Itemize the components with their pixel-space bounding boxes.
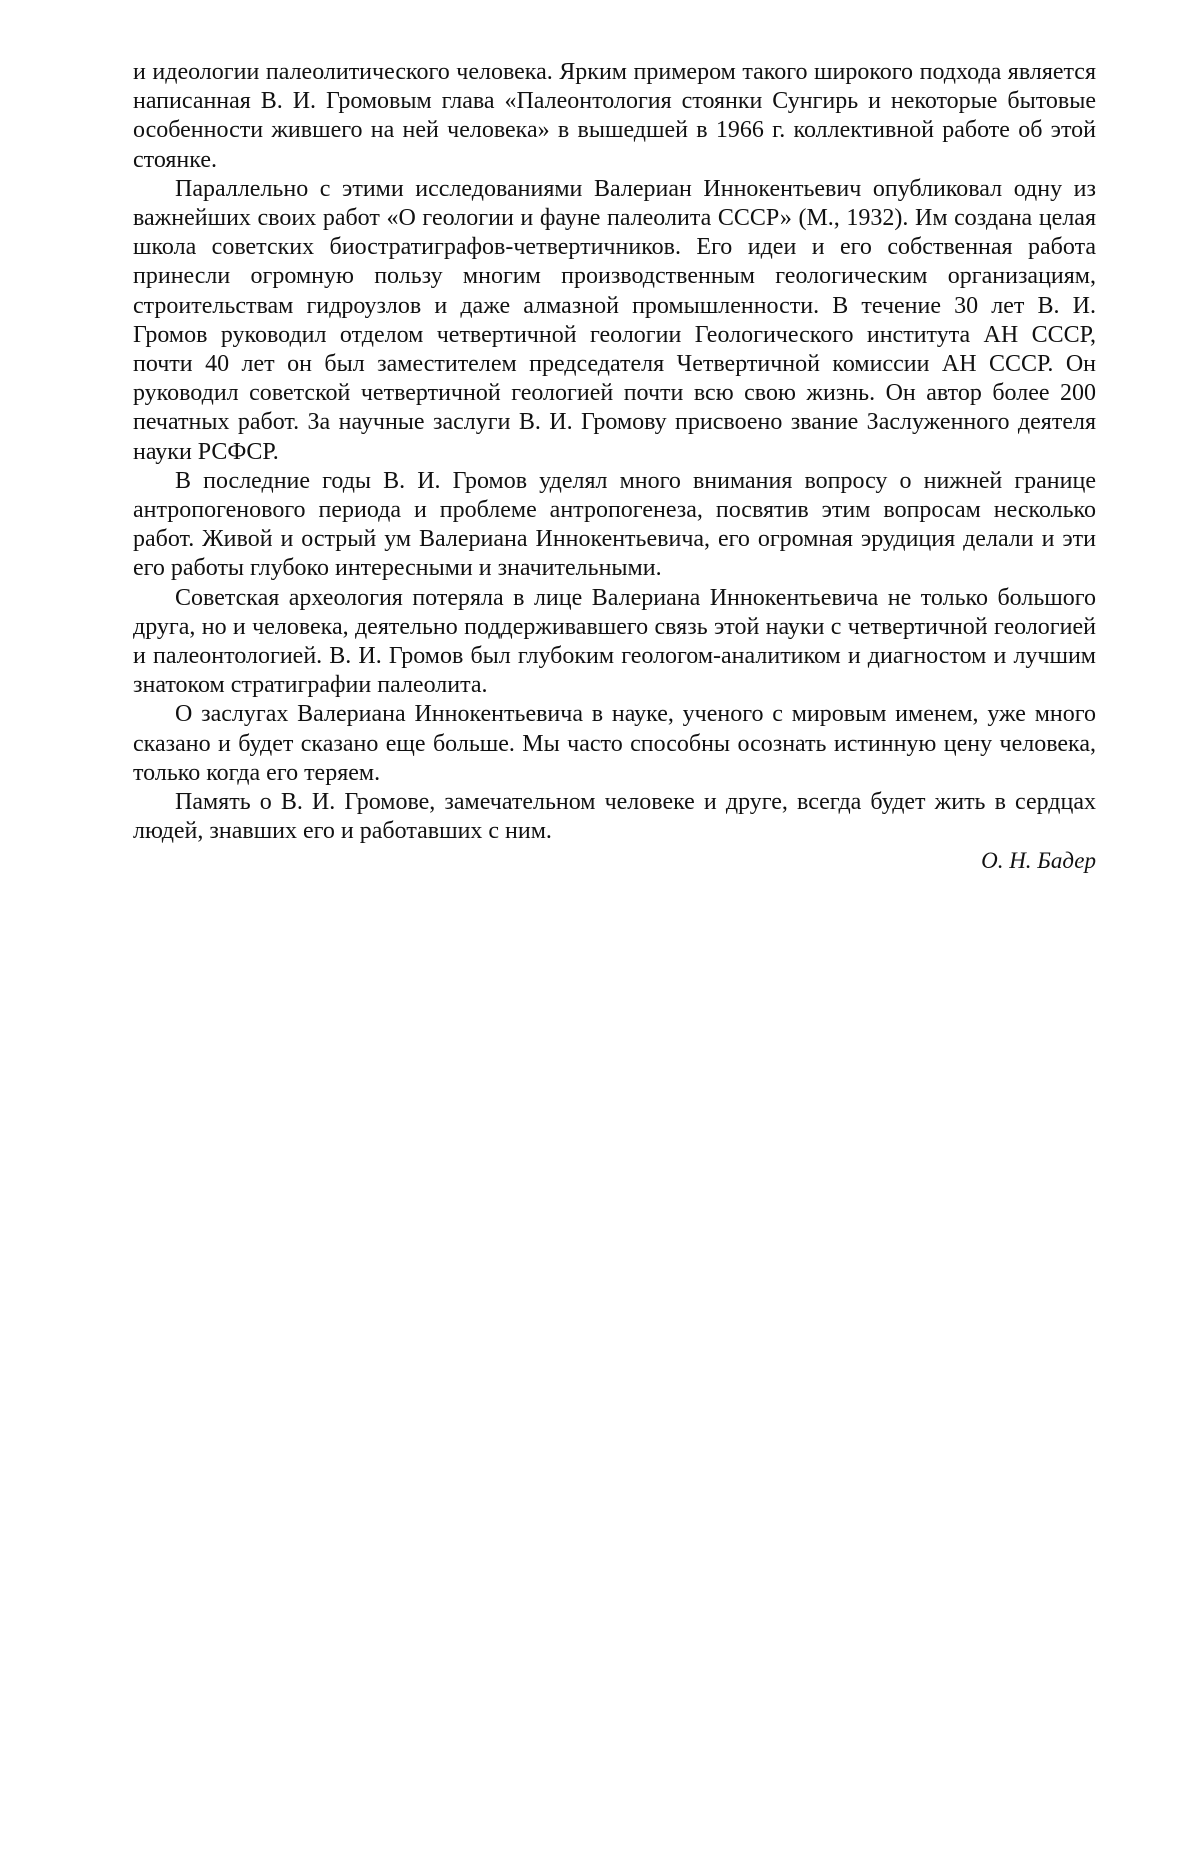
paragraph-continuation: и идеологии палеолитического человека. Ярким примером такого широкого подхода является написанная В. И. Громовым глава «Палеонтология стоянки Сунгирь и некоторые бытовые особенности жившего на ней человека» в вышедшей в 1966 г. коллективной работе об этой стоянке. bbox=[133, 59, 1096, 173]
paragraph: Параллельно с этими исследованиями Валериан Иннокентьевич опубликовал одну из важнейших своих работ «О геологии и фауне палеолита СССР» (М., 1932). Им создана целая школа советских биостратиграфов-четвертичников. Его идеи и его собственная работа принесли огромную пользу многим производственным геологическим организациям, строительствам гидроузлов и даже алмазной промышленности. В течение 30 лет В. И. Громов руководил отделом четвертичной геологии Геологического института АН СССР, почти 40 лет он был заместителем председателя Четвертичной комиссии АН СССР. Он руководил советской четвертичной геологией почти всю свою жизнь. Он автор более 200 печатных работ. За научные заслуги В. И. Громову присвоено звание Заслуженного деятеля науки РСФСР. bbox=[133, 175, 1096, 465]
paragraph: О заслугах Валериана Иннокентьевича в науке, ученого с мировым именем, уже много сказано и будет сказано еще больше. Мы часто способны осознать истинную цену человека, только когда его теряем. bbox=[133, 701, 1096, 786]
paragraph: Советская археология потеряла в лице Валериана Иннокентьевича не только большого друга, но и человека, деятельно поддерживавшего связь этой науки с четвертичной геологией и палеонтологией. В. И. Громов был глубоким геологом-аналитиком и диагностом и лучшим знатоком стратиграфии палеолита. bbox=[133, 584, 1096, 699]
paragraph: Память о В. И. Громове, замечательном человеке и друге, всегда будет жить в сердцах людей, знавших его и работавших с ним. bbox=[133, 789, 1096, 845]
paragraph: В последние годы В. И. Громов уделял много внимания вопросу о нижней границе антропогенового периода и проблеме антропогенеза, посвятив этим вопросам несколько работ. Живой и острый ум Валериана Иннокентьевича, его огромная эрудиция делали и эти его работы глубоко интересными и значительными. bbox=[133, 467, 1096, 582]
author-signature: О. Н. Бадер bbox=[981, 848, 1096, 874]
article-text bbox=[133, 58, 1096, 876]
